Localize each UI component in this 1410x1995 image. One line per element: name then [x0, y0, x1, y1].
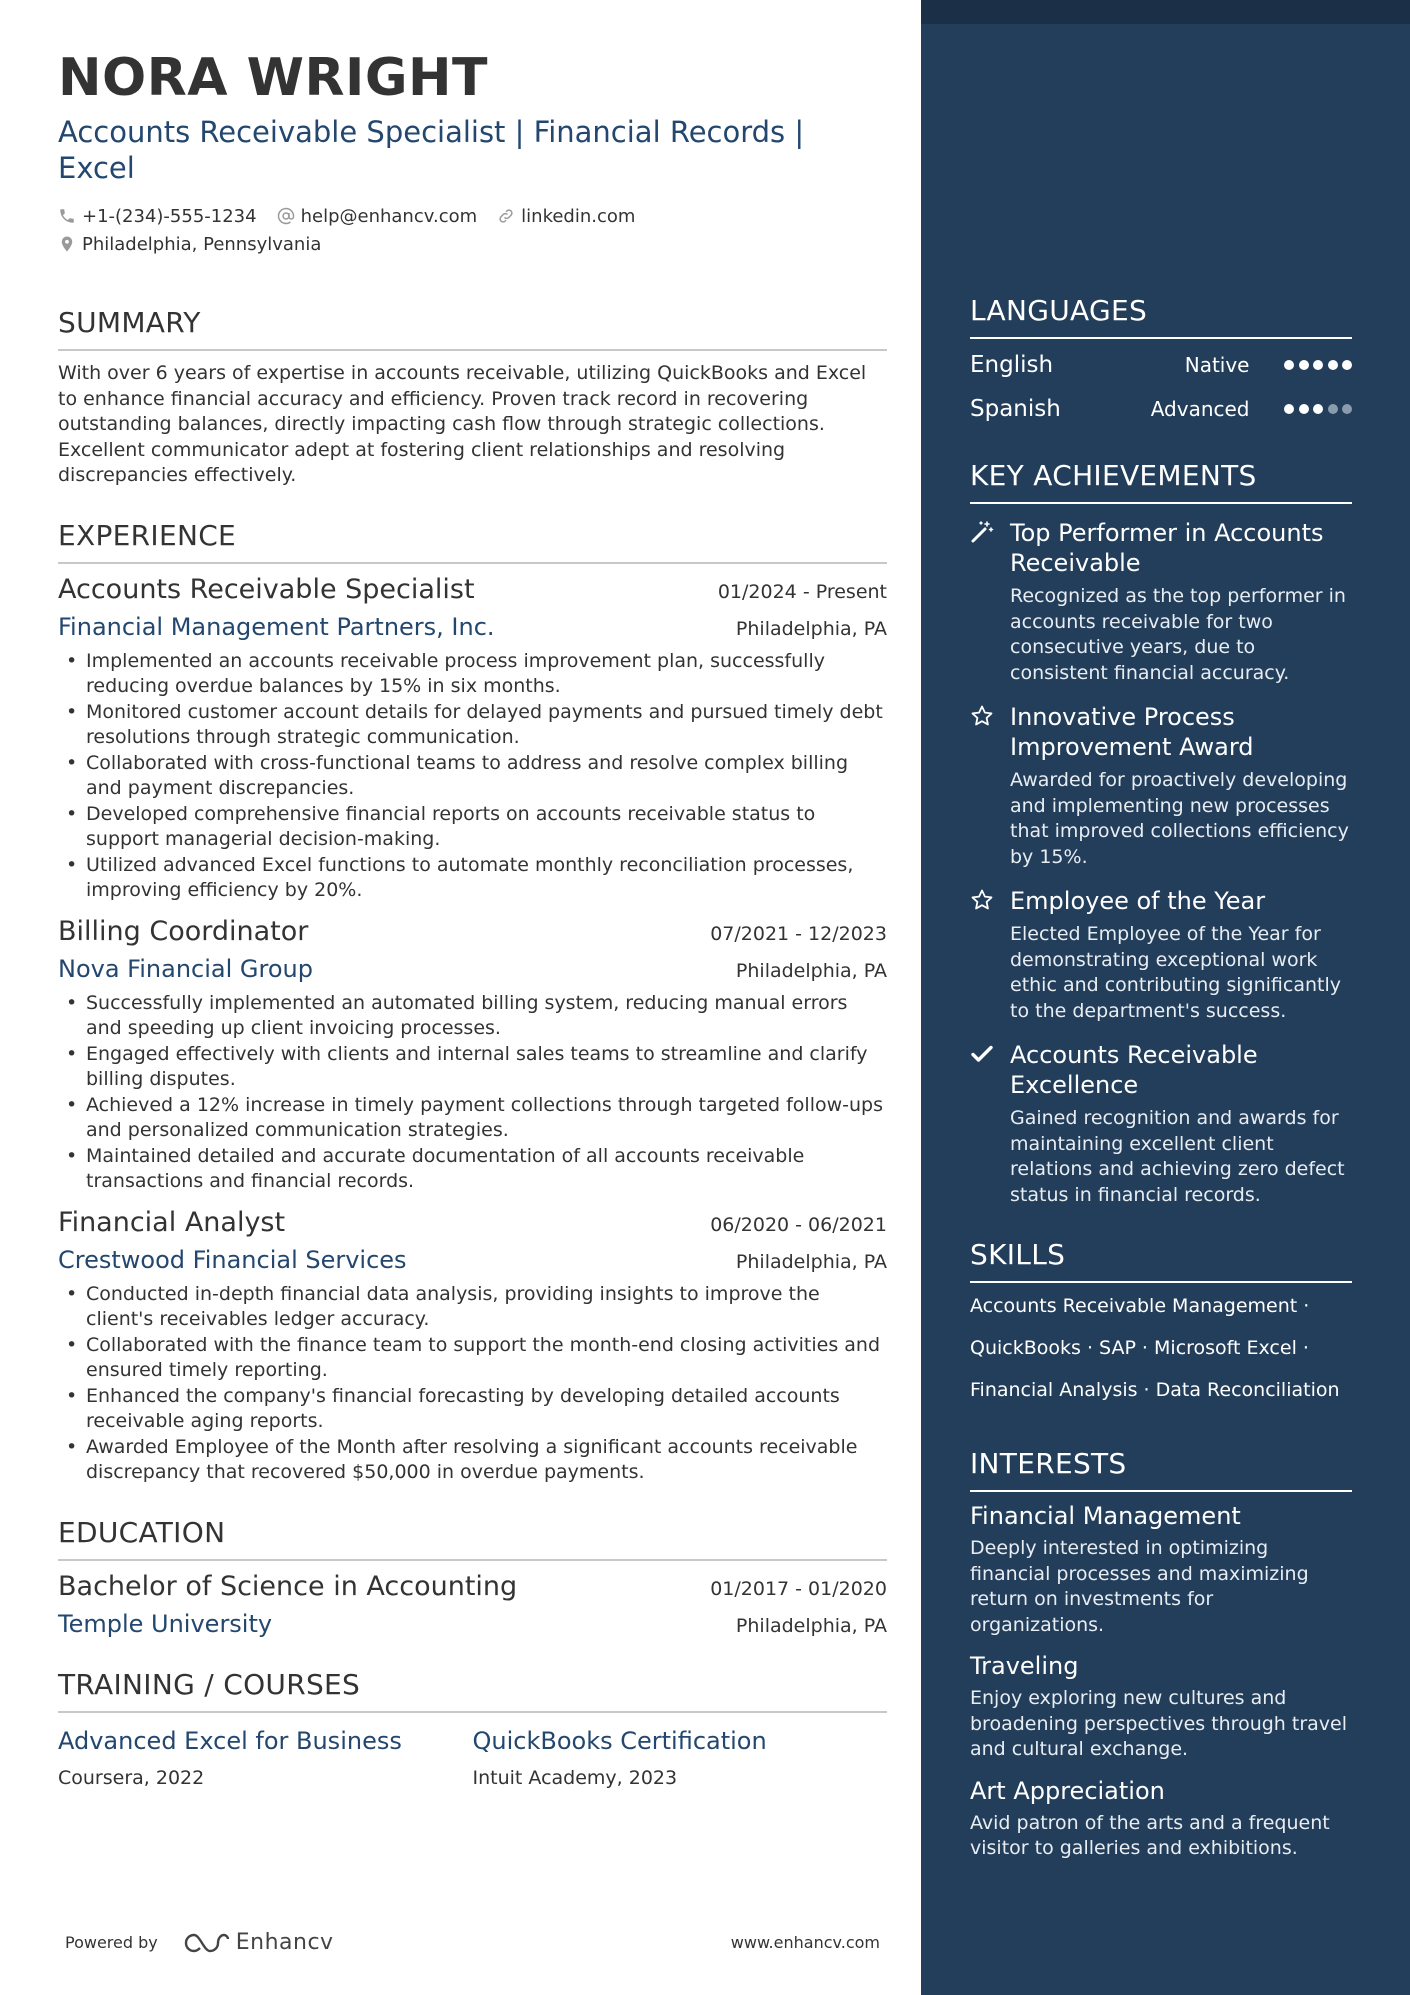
- job-title: Billing Coordinator: [58, 915, 309, 947]
- course-provider: Intuit Academy, 2023: [472, 1766, 678, 1789]
- job-bullets: [58, 1282, 887, 1486]
- achievement-desc: Recognized as the top performer in accounts receivable for two consecutive years, due to consistent financial accuracy.: [1010, 585, 1346, 684]
- contact-info: [58, 202, 887, 258]
- language-level: Advanced: [1150, 397, 1250, 421]
- achievement-desc: Awarded for proactively developing and implementing new processes that improved collections efficiency by 15%.: [1010, 769, 1349, 868]
- interest-item: [970, 1652, 1352, 1763]
- education-dates: 01/2017 - 01/2020: [710, 1577, 887, 1600]
- achievement-title: Top Performer in Accounts Receivable: [1010, 519, 1324, 577]
- sidebar: [921, 0, 1410, 1995]
- interest-title: Traveling: [970, 1652, 1079, 1680]
- language-rating: [1280, 360, 1353, 370]
- brand-name: Enhancv: [235, 1930, 334, 1955]
- job-title: Accounts Receivable Specialist: [58, 573, 475, 605]
- rating-dot-filled: [1313, 404, 1323, 414]
- languages-section: [970, 294, 1352, 431]
- rating-dot-filled: [1299, 360, 1309, 370]
- course-title: QuickBooks Certification: [472, 1726, 767, 1755]
- bullet-item: • Enhanced the company's financial forecasting by developing detailed accounts receivable aging reports.: [58, 1384, 887, 1435]
- language-item: [970, 387, 1352, 431]
- job-entry: [58, 916, 887, 1195]
- school-location: Philadelphia, PA: [735, 1614, 887, 1637]
- star-icon: [970, 888, 994, 912]
- enhancv-logo-icon: [184, 1931, 230, 1955]
- section-title-experience: EXPERIENCE: [58, 519, 887, 564]
- phone-contact[interactable]: [58, 206, 257, 227]
- interest-item: [970, 1502, 1352, 1638]
- achievement-title: Accounts Receivable Excellence: [1010, 1041, 1258, 1099]
- job-location: Philadelphia, PA: [735, 1250, 887, 1273]
- achievement-desc: Elected Employee of the Year for demonstrating exceptional work ethic and contributing significantly to the department's success.: [1010, 923, 1341, 1022]
- skills-line: Financial Analysis · Data Reconciliation: [970, 1379, 1340, 1401]
- magic-wand-icon: [970, 520, 994, 544]
- job-company: Nova Financial Group: [58, 954, 313, 983]
- degree-title: Bachelor of Science in Accounting: [58, 1570, 518, 1602]
- job-company: Crestwood Financial Services: [58, 1245, 407, 1274]
- section-title-summary: SUMMARY: [58, 306, 887, 351]
- rating-dot-filled: [1299, 404, 1309, 414]
- education-section: [58, 1516, 887, 1638]
- bullet-item: • Collaborated with the finance team to support the month-end closing activities and ensured timely reporting.: [58, 1333, 887, 1384]
- summary-text: With over 6 years of expertise in accounts receivable, utilizing QuickBooks and Excel to enhance financial accuracy and efficiency. Proven track record in recovering outstanding balances, directly impacting cash flow through strategic collections. Excellent communicator adept at fostering client relationships and resolving discrepancies effectively.: [58, 362, 867, 486]
- bullet-item: • Developed comprehensive financial reports on accounts receivable status to support managerial decision-making.: [58, 802, 887, 853]
- course-provider: Coursera, 2022: [58, 1766, 205, 1789]
- location-text: Philadelphia, Pennsylvania: [82, 233, 322, 255]
- bullet-item: • Maintained detailed and accurate documentation of all accounts receivable transactions and financial records.: [58, 1144, 887, 1195]
- job-title: Financial Analyst: [58, 1206, 286, 1238]
- bullet-item: • Awarded Employee of the Month after resolving a significant accounts receivable discrepancy that recovered $50,000 in overdue payments.: [58, 1435, 887, 1486]
- headline: Accounts Receivable Specialist | Financial Records | Excel: [58, 115, 805, 185]
- course-title: Advanced Excel for Business: [58, 1726, 402, 1755]
- skills-line: Accounts Receivable Management ·: [970, 1295, 1310, 1317]
- language-rating: [1280, 404, 1353, 414]
- email-contact[interactable]: [277, 206, 478, 227]
- job-dates: 06/2020 - 06/2021: [710, 1213, 887, 1236]
- course-item: [58, 1727, 473, 1789]
- location-contact: [58, 234, 321, 255]
- achievements-section: [970, 459, 1352, 1208]
- bullet-item: • Successfully implemented an automated billing system, reducing manual errors and speeding up client invoicing processes.: [58, 991, 887, 1042]
- linkedin-text: linkedin.com: [521, 205, 636, 227]
- rating-dot-filled: [1284, 404, 1294, 414]
- achievement-item: [970, 702, 1352, 870]
- bullet-item: • Engaged effectively with clients and internal sales teams to streamline and clarify billing disputes.: [58, 1042, 887, 1093]
- checkmark-icon: [970, 1042, 994, 1066]
- bullet-item: • Collaborated with cross-functional teams to address and resolve complex billing and payment discrepancies.: [58, 751, 887, 802]
- course-item: [473, 1727, 888, 1789]
- skills-line: QuickBooks · SAP · Microsoft Excel ·: [970, 1337, 1309, 1359]
- job-entry: [58, 1207, 887, 1486]
- job-company: Financial Management Partners, Inc.: [58, 612, 495, 641]
- section-title-skills: SKILLS: [970, 1238, 1352, 1283]
- achievement-desc: Gained recognition and awards for maintaining excellent client relations and achieving zero defect status in financial records.: [1010, 1107, 1345, 1206]
- school-name: Temple University: [58, 1609, 273, 1638]
- job-dates: 07/2021 - 12/2023: [710, 922, 887, 945]
- rating-dot-filled: [1328, 360, 1338, 370]
- phone-text: +1-(234)-555-1234: [82, 205, 257, 227]
- phone-icon: [58, 207, 76, 225]
- linkedin-contact[interactable]: [497, 206, 635, 227]
- bullet-item: • Utilized advanced Excel functions to automate monthly reconciliation processes, improving efficiency by 20%.: [58, 853, 887, 904]
- interest-desc: Enjoy exploring new cultures and broadening perspectives through travel and cultural exchange.: [970, 1687, 1348, 1760]
- experience-section: [58, 519, 887, 1486]
- section-title-training: TRAINING / COURSES: [58, 1668, 887, 1713]
- rating-dot-filled: [1313, 360, 1323, 370]
- footer: [65, 1930, 880, 1955]
- section-title-languages: LANGUAGES: [970, 294, 1352, 339]
- rating-dot-filled: [1284, 360, 1294, 370]
- bullet-item: • Implemented an accounts receivable process improvement plan, successfully reducing overdue balances by 15% in six months.: [58, 649, 887, 700]
- section-title-education: EDUCATION: [58, 1516, 887, 1561]
- powered-by-label: Powered by: [65, 1933, 158, 1952]
- achievement-item: [970, 518, 1352, 686]
- section-title-interests: INTERESTS: [970, 1447, 1352, 1492]
- link-icon: [497, 207, 515, 225]
- summary-section: [58, 306, 887, 489]
- achievement-item: [970, 1040, 1352, 1208]
- language-level: Native: [1184, 353, 1250, 377]
- interest-title: Financial Management: [970, 1502, 1241, 1530]
- bullet-item: • Monitored customer account details for delayed payments and pursued timely debt resolutions through strategic communication.: [58, 700, 887, 751]
- job-bullets: [58, 991, 887, 1195]
- job-bullets: [58, 649, 887, 904]
- interest-desc: Deeply interested in optimizing financial processes and maximizing return on investments for organizations.: [970, 1537, 1309, 1636]
- sidebar-top-bar: [921, 0, 1410, 24]
- skills-section: [970, 1238, 1352, 1411]
- language-name: English: [970, 352, 1054, 378]
- job-dates: 01/2024 - Present: [717, 580, 887, 603]
- achievement-title: Innovative Process Improvement Award: [1010, 703, 1254, 761]
- interest-desc: Avid patron of the arts and a frequent visitor to galleries and exhibitions.: [970, 1811, 1330, 1859]
- bullet-item: • Conducted in-depth financial data analysis, providing insights to improve the client's receivables ledger accuracy.: [58, 1282, 887, 1333]
- achievement-title: Employee of the Year: [1010, 887, 1266, 915]
- job-location: Philadelphia, PA: [735, 959, 887, 982]
- job-location: Philadelphia, PA: [735, 617, 887, 640]
- rating-dot-filled: [1342, 360, 1352, 370]
- bullet-item: • Achieved a 12% increase in timely payment collections through targeted follow-ups and personalized communication strategies.: [58, 1093, 887, 1144]
- training-section: [58, 1668, 887, 1789]
- language-item: [970, 343, 1352, 387]
- candidate-name: NORA WRIGHT: [58, 48, 489, 108]
- footer-url[interactable]: www.enhancv.com: [730, 1933, 880, 1952]
- enhancv-logo[interactable]: [184, 1930, 334, 1955]
- section-title-achievements: KEY ACHIEVEMENTS: [970, 459, 1352, 504]
- language-name: Spanish: [970, 396, 1061, 422]
- interest-title: Art Appreciation: [970, 1776, 1165, 1805]
- rating-dot-empty: [1342, 404, 1352, 414]
- rating-dot-empty: [1328, 404, 1338, 414]
- email-text: help@enhancv.com: [300, 205, 478, 227]
- star-icon: [970, 704, 994, 728]
- interest-item: [970, 1777, 1352, 1862]
- job-entry: [58, 574, 887, 904]
- achievement-item: [970, 886, 1352, 1024]
- interests-section: [970, 1447, 1352, 1862]
- at-icon: [277, 207, 295, 225]
- location-pin-icon: [58, 235, 76, 253]
